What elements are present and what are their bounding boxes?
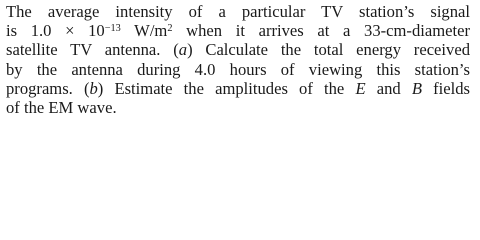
intensity-unit: W/m (120, 21, 168, 41)
problem-line-5 (6, 79, 470, 98)
part-b-label: b (89, 78, 98, 98)
intensity-exponent: −13 (104, 22, 121, 34)
part-a-label: a (178, 40, 188, 60)
problem-line-1: The average intensity of a particular TV station’s signal (6, 2, 470, 21)
problem-line-2-rest: when it arrives at a 33-cm-diameter (172, 21, 470, 41)
problem-line-2 (6, 21, 470, 40)
problem-line-5-mid: ) Estimate the amplitudes of the (97, 78, 356, 98)
problem-line-5-end: fields (421, 78, 470, 98)
problem-line-5-and: and (365, 78, 412, 98)
problem-line-4: by the antenna during 4.0 hours of viewing this station’s (6, 59, 470, 79)
intensity-value: is 1.0 × 10 (6, 21, 105, 41)
problem-line-6: of the EM wave. (6, 98, 117, 118)
problem-line-5-start: programs. ( (6, 78, 90, 98)
b-field-symbol: B (411, 78, 422, 98)
intensity-unit-exponent: 2 (167, 22, 173, 34)
e-field-symbol: E (355, 78, 366, 98)
problem-line-3: satellite TV antenna. (a) Calculate the total energy received (6, 40, 470, 60)
